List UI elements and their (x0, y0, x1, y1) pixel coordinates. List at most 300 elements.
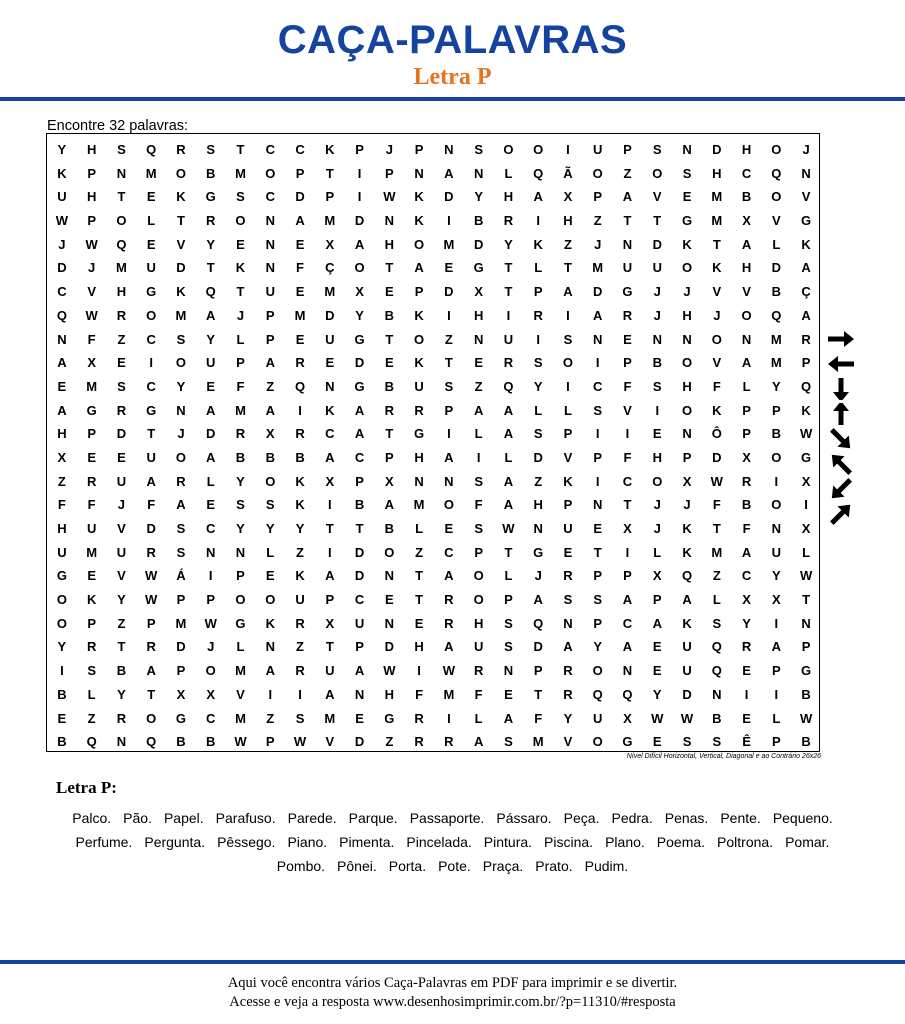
grid-letter[interactable]: Y (117, 592, 126, 608)
grid-letter[interactable]: K (295, 473, 305, 489)
grid-letter[interactable]: E (236, 236, 245, 252)
grid-letter[interactable]: R (414, 402, 424, 418)
grid-letter[interactable]: S (474, 142, 483, 157)
grid-letter[interactable]: E (652, 639, 662, 655)
grid-letter[interactable]: K (295, 497, 305, 513)
grid-letter[interactable]: O (414, 236, 425, 252)
grid-letter[interactable]: K (414, 355, 424, 371)
grid-letter[interactable]: D (354, 734, 365, 750)
grid-letter[interactable]: P (772, 402, 781, 418)
grid-letter[interactable]: D (176, 639, 186, 655)
grid-letter[interactable]: Q (771, 165, 782, 181)
grid-letter[interactable]: R (741, 639, 752, 655)
grid-letter[interactable]: O (592, 734, 603, 750)
grid-letter[interactable]: O (146, 710, 157, 726)
grid-letter[interactable]: Q (86, 734, 97, 750)
grid-letter[interactable]: S (533, 426, 543, 442)
grid-letter[interactable]: T (504, 284, 513, 300)
grid-letter[interactable]: O (146, 307, 157, 323)
grid-letter[interactable]: N (622, 663, 633, 679)
grid-letter[interactable]: E (742, 663, 751, 679)
grid-letter[interactable]: T (206, 260, 215, 276)
grid-letter[interactable]: M (175, 307, 187, 323)
grid-letter[interactable]: Y (772, 568, 781, 584)
grid-letter[interactable]: W (383, 189, 396, 205)
grid-letter[interactable]: E (385, 284, 394, 300)
grid-letter[interactable]: N (325, 378, 335, 394)
grid-letter[interactable]: B (384, 378, 395, 394)
grid-letter[interactable]: Q (294, 378, 306, 394)
grid-letter[interactable]: J (802, 142, 810, 157)
grid-letter[interactable]: C (146, 378, 156, 394)
grid-letter[interactable]: M (770, 331, 782, 347)
grid-letter[interactable]: S (265, 497, 275, 513)
grid-letter[interactable]: Z (623, 165, 632, 181)
grid-letter[interactable]: J (653, 497, 661, 513)
grid-letter[interactable]: H (741, 260, 752, 276)
grid-letter[interactable]: H (414, 449, 424, 465)
grid-letter[interactable]: P (414, 142, 424, 157)
grid-letter[interactable]: P (593, 449, 603, 465)
grid-letter[interactable]: A (354, 663, 365, 679)
grid-letter[interactable]: O (771, 142, 782, 157)
grid-letter[interactable]: B (801, 734, 811, 750)
grid-letter[interactable]: U (622, 260, 633, 276)
grid-letter[interactable]: E (414, 615, 424, 631)
grid-letter[interactable]: Y (176, 378, 186, 394)
grid-letter[interactable]: Z (593, 213, 602, 229)
grid-letter[interactable]: U (86, 521, 97, 536)
grid-letter[interactable]: B (771, 284, 782, 300)
grid-letter[interactable]: O (265, 592, 276, 608)
grid-letter[interactable]: B (57, 686, 67, 702)
grid-letter[interactable]: Y (355, 307, 364, 323)
grid-letter[interactable]: Ã (563, 165, 573, 181)
grid-letter[interactable]: Q (503, 378, 514, 394)
grid-letter[interactable]: O (711, 331, 722, 347)
grid-letter[interactable]: Q (146, 734, 157, 750)
grid-letter[interactable]: E (742, 710, 751, 726)
grid-letter[interactable]: N (801, 165, 811, 181)
grid-letter[interactable]: J (653, 521, 661, 536)
grid-letter[interactable]: S (444, 378, 454, 394)
grid-letter[interactable]: X (325, 615, 335, 631)
grid-letter[interactable]: Y (593, 639, 603, 655)
grid-letter[interactable]: A (57, 355, 67, 371)
grid-letter[interactable]: A (503, 473, 514, 489)
grid-letter[interactable]: C (325, 426, 335, 442)
grid-letter[interactable]: U (563, 521, 573, 536)
grid-letter[interactable]: S (533, 355, 543, 371)
grid-letter[interactable]: O (473, 568, 484, 584)
grid-letter[interactable]: B (206, 165, 216, 181)
grid-letter[interactable]: Y (206, 236, 216, 252)
grid-letter[interactable]: S (176, 544, 186, 560)
grid-letter[interactable]: A (384, 497, 395, 513)
grid-letter[interactable]: I (774, 686, 779, 702)
grid-letter[interactable]: G (622, 734, 633, 750)
grid-letter[interactable]: N (206, 544, 216, 560)
grid-letter[interactable]: P (742, 426, 751, 442)
grid-letter[interactable]: U (57, 544, 67, 560)
grid-letter[interactable]: W (442, 663, 456, 679)
grid-letter[interactable]: E (325, 355, 335, 371)
grid-letter[interactable]: A (206, 307, 216, 323)
grid-letter[interactable]: S (176, 521, 186, 536)
grid-letter[interactable]: B (741, 189, 752, 205)
grid-letter[interactable]: Y (206, 331, 216, 347)
grid-letter[interactable]: W (204, 615, 217, 631)
grid-letter[interactable]: T (176, 213, 185, 229)
grid-letter[interactable]: G (681, 213, 693, 229)
grid-letter[interactable]: Q (622, 686, 633, 702)
grid-letter[interactable]: T (385, 260, 394, 276)
grid-letter[interactable]: M (324, 710, 336, 726)
grid-letter[interactable]: T (325, 165, 334, 181)
grid-letter[interactable]: W (234, 734, 247, 750)
grid-letter[interactable]: P (772, 734, 781, 750)
grid-letter[interactable]: T (117, 189, 126, 205)
grid-letter[interactable]: T (147, 426, 156, 442)
grid-letter[interactable]: R (473, 663, 484, 679)
grid-letter[interactable]: P (593, 568, 603, 584)
grid-letter[interactable]: N (533, 521, 543, 536)
grid-letter[interactable]: T (623, 497, 632, 513)
grid-letter[interactable]: I (595, 426, 600, 442)
grid-letter[interactable]: S (236, 189, 245, 205)
grid-letter[interactable]: A (741, 236, 752, 252)
grid-letter[interactable]: T (385, 426, 394, 442)
grid-letter[interactable]: K (235, 260, 246, 276)
grid-letter[interactable]: D (593, 284, 603, 300)
grid-letter[interactable]: P (474, 544, 483, 560)
grid-letter[interactable]: P (87, 615, 96, 631)
grid-letter[interactable]: T (325, 639, 334, 655)
grid-letter[interactable]: O (414, 331, 425, 347)
grid-letter[interactable]: K (801, 236, 811, 252)
grid-letter[interactable]: P (623, 355, 632, 371)
grid-letter[interactable]: A (325, 568, 335, 584)
grid-letter[interactable]: S (652, 378, 662, 394)
grid-letter[interactable]: B (57, 734, 67, 750)
grid-letter[interactable]: S (682, 734, 692, 750)
grid-letter[interactable]: G (146, 402, 157, 418)
grid-letter[interactable]: A (741, 355, 752, 371)
grid-letter[interactable]: R (295, 615, 305, 631)
grid-letter[interactable]: S (504, 639, 513, 655)
grid-letter[interactable]: G (86, 402, 97, 418)
grid-letter[interactable]: Y (236, 473, 245, 489)
grid-letter[interactable]: X (772, 592, 781, 608)
grid-letter[interactable]: J (385, 142, 393, 157)
grid-letter[interactable]: A (146, 473, 156, 489)
grid-letter[interactable]: N (265, 639, 275, 655)
grid-letter[interactable]: I (774, 615, 779, 631)
grid-letter[interactable]: X (801, 521, 811, 536)
grid-letter[interactable]: W (799, 710, 813, 726)
grid-letter[interactable]: C (57, 284, 67, 300)
grid-letter[interactable]: T (385, 331, 394, 347)
grid-letter[interactable]: H (86, 142, 97, 157)
grid-letter[interactable]: K (86, 592, 97, 608)
grid-letter[interactable]: N (622, 236, 633, 252)
grid-letter[interactable]: B (384, 307, 395, 323)
grid-letter[interactable]: O (384, 544, 395, 560)
grid-letter[interactable]: R (741, 473, 752, 489)
grid-letter[interactable]: M (770, 355, 782, 371)
grid-letter[interactable]: A (265, 402, 275, 418)
grid-letter[interactable]: F (87, 331, 96, 347)
grid-letter[interactable]: B (801, 686, 811, 702)
grid-letter[interactable]: A (563, 639, 573, 655)
grid-letter[interactable]: Y (533, 378, 543, 394)
grid-letter[interactable]: U (652, 260, 662, 276)
grid-letter[interactable]: L (147, 213, 156, 229)
grid-letter[interactable]: A (652, 615, 662, 631)
grid-letter[interactable]: S (504, 734, 513, 750)
grid-letter[interactable]: F (236, 378, 245, 394)
grid-letter[interactable]: H (563, 213, 573, 229)
grid-letter[interactable]: X (742, 213, 751, 229)
grid-letter[interactable]: R (295, 663, 305, 679)
grid-letter[interactable]: I (447, 307, 451, 323)
grid-letter[interactable]: U (57, 189, 67, 205)
grid-letter[interactable]: Z (87, 710, 96, 726)
grid-letter[interactable]: X (623, 710, 632, 726)
grid-letter[interactable]: Z (712, 568, 721, 584)
grid-letter[interactable]: Y (772, 378, 781, 394)
grid-letter[interactable]: P (176, 663, 186, 679)
grid-letter[interactable]: O (443, 497, 454, 513)
grid-letter[interactable]: A (563, 284, 573, 300)
grid-letter[interactable]: N (444, 473, 454, 489)
grid-letter[interactable]: S (712, 615, 722, 631)
grid-letter[interactable]: R (176, 142, 186, 157)
grid-letter[interactable]: N (116, 165, 127, 181)
grid-letter[interactable]: S (236, 497, 245, 513)
grid-letter[interactable]: C (741, 165, 752, 181)
grid-letter[interactable]: N (235, 544, 246, 560)
grid-letter[interactable]: P (593, 615, 603, 631)
grid-letter[interactable]: Y (474, 189, 483, 205)
grid-letter[interactable]: N (801, 615, 811, 631)
grid-letter[interactable]: V (117, 521, 126, 536)
grid-letter[interactable]: A (265, 663, 275, 679)
grid-letter[interactable]: A (444, 568, 454, 584)
grid-letter[interactable]: Ç (325, 260, 335, 276)
grid-letter[interactable]: R (86, 639, 97, 655)
grid-letter[interactable]: I (774, 473, 779, 489)
grid-letter[interactable]: T (712, 521, 721, 536)
grid-letter[interactable]: Q (56, 307, 67, 323)
grid-letter[interactable]: R (295, 426, 305, 442)
grid-letter[interactable]: T (236, 142, 245, 157)
grid-letter[interactable]: O (205, 663, 216, 679)
grid-letter[interactable]: J (713, 307, 721, 323)
grid-letter[interactable]: E (444, 521, 454, 536)
grid-letter[interactable]: I (566, 142, 570, 157)
grid-letter[interactable]: H (741, 142, 752, 157)
grid-letter[interactable]: R (235, 426, 246, 442)
grid-letter[interactable]: C (295, 142, 305, 157)
grid-letter[interactable]: N (384, 213, 395, 229)
grid-letter[interactable]: E (57, 378, 67, 394)
grid-letter[interactable]: P (623, 568, 632, 584)
grid-letter[interactable]: M (86, 544, 98, 560)
grid-letter[interactable]: E (295, 236, 305, 252)
grid-letter[interactable]: E (385, 355, 394, 371)
grid-letter[interactable]: K (682, 521, 692, 536)
grid-letter[interactable]: G (622, 284, 633, 300)
grid-letter[interactable]: K (533, 236, 543, 252)
grid-letter[interactable]: P (414, 284, 424, 300)
grid-letter[interactable]: S (593, 592, 603, 608)
grid-letter[interactable]: X (474, 284, 483, 300)
grid-letter[interactable]: E (146, 236, 156, 252)
grid-letter[interactable]: X (176, 686, 186, 702)
grid-letter[interactable]: F (623, 378, 632, 394)
grid-letter[interactable]: S (712, 734, 722, 750)
grid-letter[interactable]: Q (533, 615, 544, 631)
grid-letter[interactable]: P (325, 189, 335, 205)
grid-letter[interactable]: H (116, 284, 127, 300)
grid-letter[interactable]: H (682, 307, 692, 323)
grid-letter[interactable]: A (473, 402, 484, 418)
grid-letter[interactable]: A (771, 639, 782, 655)
grid-letter[interactable]: R (116, 402, 127, 418)
grid-letter[interactable]: Z (57, 473, 66, 489)
grid-letter[interactable]: D (295, 189, 305, 205)
grid-letter[interactable]: D (533, 639, 543, 655)
grid-letter[interactable]: Y (742, 615, 751, 631)
grid-letter[interactable]: B (354, 497, 365, 513)
grid-letter[interactable]: W (85, 307, 98, 323)
grid-letter[interactable]: Y (563, 710, 573, 726)
grid-letter[interactable]: B (176, 734, 186, 750)
grid-letter[interactable]: P (87, 426, 96, 442)
grid-letter[interactable]: M (235, 710, 246, 726)
grid-letter[interactable]: C (444, 544, 454, 560)
grid-letter[interactable]: E (355, 710, 364, 726)
grid-letter[interactable]: N (593, 331, 603, 347)
grid-letter[interactable]: O (235, 213, 246, 229)
grid-letter[interactable]: O (771, 189, 782, 205)
grid-letter[interactable]: N (771, 521, 782, 536)
grid-letter[interactable]: N (563, 615, 573, 631)
grid-letter[interactable]: Z (117, 615, 126, 631)
grid-letter[interactable]: E (206, 497, 216, 513)
grid-letter[interactable]: A (57, 402, 67, 418)
grid-letter[interactable]: A (354, 426, 365, 442)
grid-letter[interactable]: U (206, 355, 216, 371)
grid-letter[interactable]: M (86, 378, 98, 394)
grid-letter[interactable]: A (325, 686, 335, 702)
grid-letter[interactable]: T (325, 521, 334, 536)
grid-letter[interactable]: X (325, 473, 335, 489)
grid-letter[interactable]: X (325, 236, 335, 252)
grid-letter[interactable]: E (265, 568, 275, 584)
grid-letter[interactable]: E (652, 734, 662, 750)
grid-letter[interactable]: E (87, 449, 96, 465)
grid-letter[interactable]: Ô (711, 426, 722, 442)
grid-letter[interactable]: I (149, 355, 153, 371)
grid-letter[interactable]: D (473, 236, 484, 252)
grid-letter[interactable]: H (682, 378, 692, 394)
grid-letter[interactable]: J (683, 497, 691, 513)
grid-letter[interactable]: L (742, 378, 751, 394)
grid-letter[interactable]: E (117, 449, 126, 465)
grid-letter[interactable]: J (534, 568, 542, 584)
grid-letter[interactable]: Z (534, 473, 543, 489)
grid-letter[interactable]: O (562, 355, 574, 371)
grid-letter[interactable]: M (324, 213, 336, 229)
grid-letter[interactable]: F (147, 497, 156, 513)
grid-letter[interactable]: J (236, 307, 245, 323)
grid-letter[interactable]: A (206, 449, 216, 465)
grid-letter[interactable]: U (593, 142, 603, 157)
grid-letter[interactable]: L (712, 592, 721, 608)
grid-letter[interactable]: O (652, 473, 663, 489)
grid-letter[interactable]: N (265, 260, 275, 276)
grid-letter[interactable]: U (503, 331, 514, 347)
grid-letter[interactable]: I (447, 426, 451, 442)
grid-letter[interactable]: O (265, 165, 276, 181)
grid-letter[interactable]: F (712, 378, 721, 394)
grid-letter[interactable]: I (536, 213, 540, 229)
grid-letter[interactable]: O (592, 165, 603, 181)
grid-letter[interactable]: T (117, 639, 126, 655)
grid-letter[interactable]: T (355, 521, 364, 536)
grid-letter[interactable]: R (206, 213, 216, 229)
grid-letter[interactable]: H (503, 189, 514, 205)
grid-letter[interactable]: H (473, 615, 484, 631)
grid-letter[interactable]: C (206, 521, 216, 536)
grid-letter[interactable]: A (354, 236, 365, 252)
grid-letter[interactable]: P (355, 142, 364, 157)
grid-letter[interactable]: A (503, 710, 514, 726)
grid-letter[interactable]: O (354, 260, 365, 276)
grid-letter[interactable]: P (444, 402, 454, 418)
grid-letter[interactable]: L (236, 639, 245, 655)
grid-letter[interactable]: B (473, 213, 484, 229)
grid-letter[interactable]: P (87, 165, 96, 181)
grid-letter[interactable]: P (593, 189, 603, 205)
grid-letter[interactable]: F (474, 686, 483, 702)
grid-letter[interactable]: I (447, 213, 451, 229)
grid-letter[interactable]: V (652, 189, 662, 205)
grid-letter[interactable]: Q (592, 686, 603, 702)
grid-letter[interactable]: N (176, 402, 186, 418)
grid-letter[interactable]: V (117, 568, 126, 584)
grid-letter[interactable]: E (652, 426, 662, 442)
grid-letter[interactable]: R (444, 734, 454, 750)
grid-letter[interactable]: K (325, 402, 335, 418)
grid-letter[interactable]: N (473, 331, 484, 347)
grid-letter[interactable]: L (415, 521, 424, 536)
grid-letter[interactable]: T (802, 592, 811, 608)
grid-letter[interactable]: O (771, 497, 782, 513)
grid-letter[interactable]: M (711, 213, 723, 229)
grid-letter[interactable]: J (207, 639, 215, 655)
grid-letter[interactable]: Q (771, 307, 782, 323)
grid-letter[interactable]: E (87, 568, 96, 584)
grid-letter[interactable]: G (175, 710, 187, 726)
grid-letter[interactable]: N (57, 331, 67, 347)
grid-letter[interactable]: G (473, 260, 484, 276)
grid-letter[interactable]: N (682, 331, 692, 347)
grid-letter[interactable]: N (652, 331, 662, 347)
grid-letter[interactable]: V (325, 734, 335, 750)
